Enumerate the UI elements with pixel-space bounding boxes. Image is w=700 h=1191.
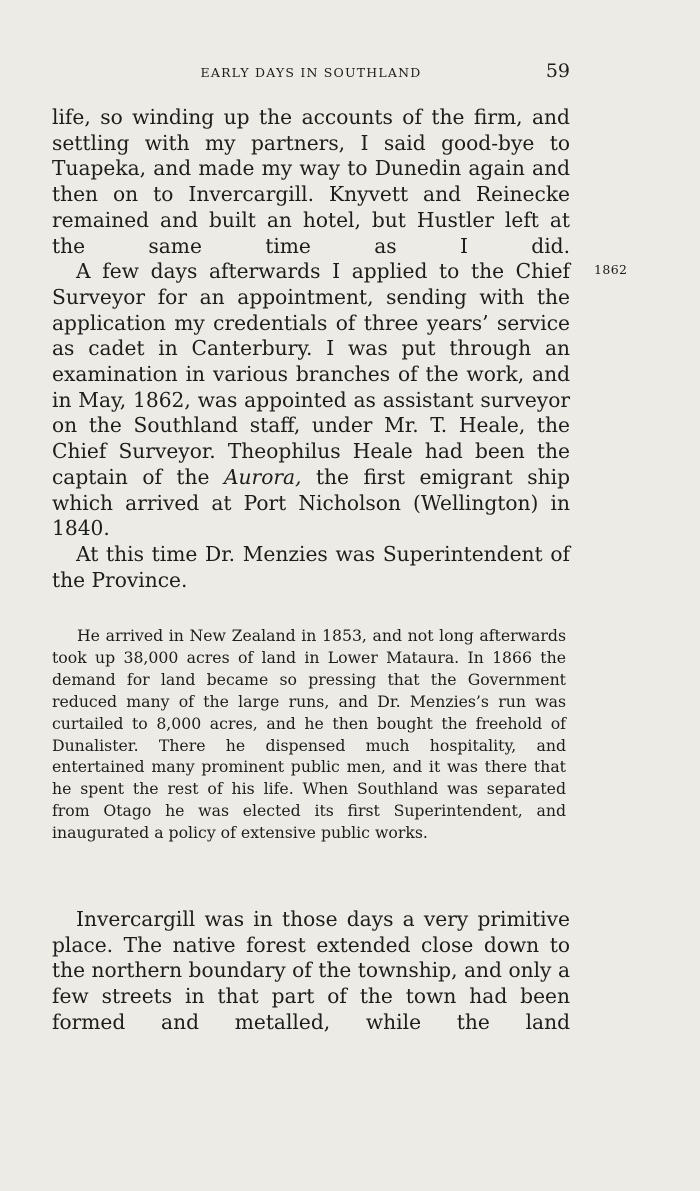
main-text <box>52 105 570 593</box>
paragraph-2-text-before: A few days afterwards I applied to the Chief Surveyor for an appointment, sending with the application my credentials of three years’ service as cadet in Canterbury. I was put through an examination in various branches of the work, and in May, 1862, was appointed as assistant surveyor on the Southland staff, under Mr. T. Heale, the Chief Surveyor. Theophilus Heale had been the captain of the <box>52 259 570 489</box>
footnote <box>52 625 566 844</box>
ship-name: Aurora, <box>223 464 302 489</box>
continuation-text <box>52 907 570 1036</box>
paragraph-3: At this time Dr. Menzies was Superintendent of the Province. <box>52 541 570 592</box>
paragraph-1: life, so winding up the accounts of the firm, and settling with my partners, I said good-bye to Tuapeka, and made my way to Dunedin again and then on to Invercargill. Knyvett and Reinecke remained and built an hotel, but Hustler left at the same time as I did. <box>52 105 570 258</box>
running-title: EARLY DAYS IN SOUTHLAND <box>200 65 422 80</box>
running-head <box>52 60 570 86</box>
paragraph-2-text-after: the first emigrant ship which arrived at Port Nicholson (Wellington) in 1840. <box>52 464 570 541</box>
paragraph-2 <box>52 259 570 542</box>
paragraph-4: Invercargill was in those days a very primitive place. The native forest extended close down to the northern boundary of the township, and only a few streets in that part of the town had been formed and metalled, while the land <box>52 907 570 1034</box>
page-number: 59 <box>545 60 570 82</box>
margin-date-note: 1862 <box>594 262 628 277</box>
footnote-text: He arrived in New Zealand in 1853, and not long afterwards took up 38,000 acres of land in Lower Mataura. In 1866 the demand for land became so pressing that the Government reduced many of the large runs, and Dr. Menzies’s run was curtailed to 8,000 acres, and he then bought the freehold of Dunalister. There he dispensed much hospitality, and entertained many prominent public men, and it was there that he spent the rest of his life. When Southland was separated from Otago he was elected its first Superintendent, and inaugurated a policy of extensive public works. <box>52 626 566 843</box>
